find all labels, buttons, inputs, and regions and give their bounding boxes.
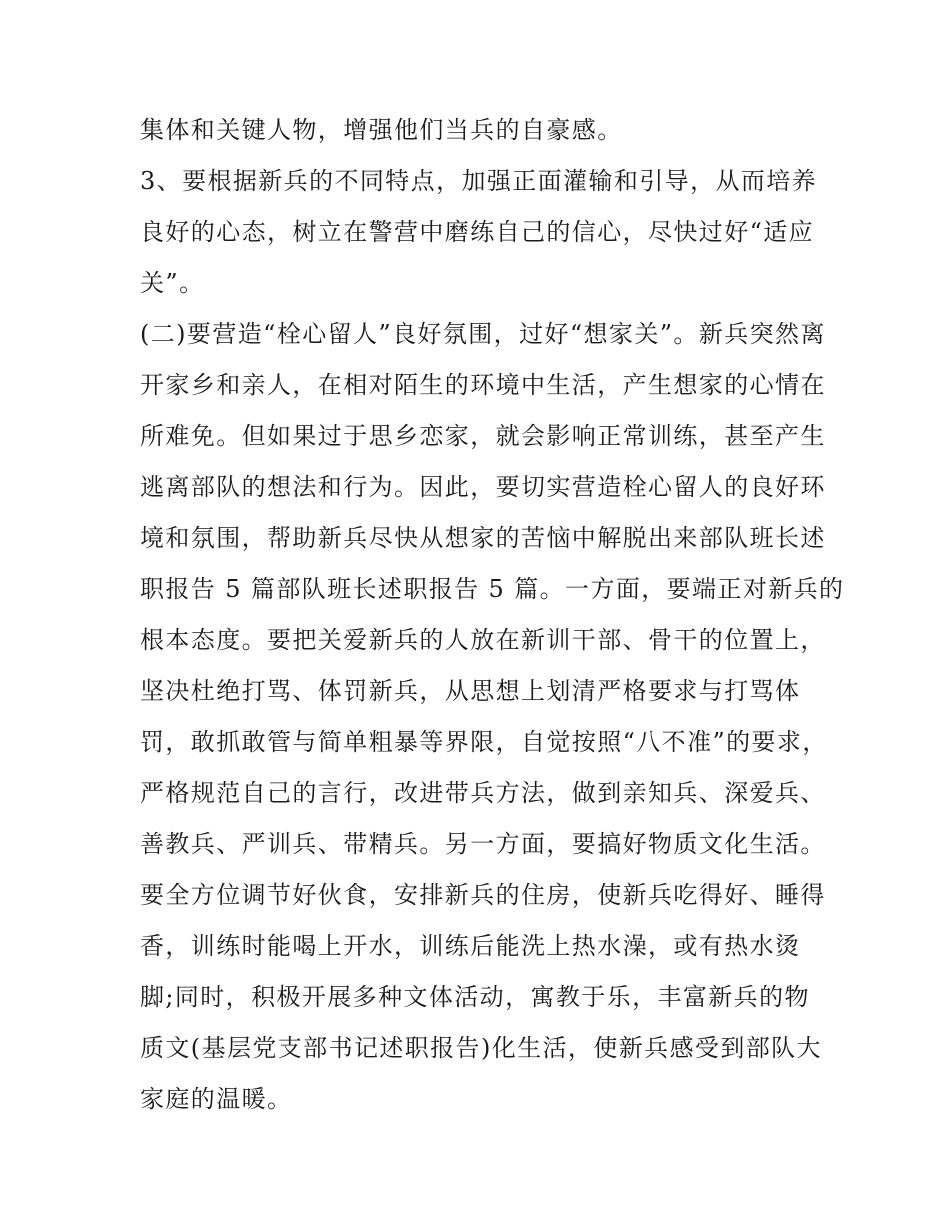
- text-line: 质文(基层党支部书记述职报告)化生活，使新兵感受到部队大: [140, 1034, 822, 1062]
- text-line: 所难免。但如果过于思乡恋家，就会影响正常训练，甚至产生: [140, 422, 826, 450]
- text-line: 良好的心态，树立在警营中磨练自己的信心，尽快过好“适应: [140, 218, 815, 246]
- text-line: 要全方位调节好伙食，安排新兵的住房，使新兵吃得好、睡得: [140, 881, 826, 909]
- text-line: 脚;同时，积极开展多种文体活动，寓教于乐，丰富新兵的物: [140, 983, 810, 1011]
- text-line: 职报告 5 篇部队班长述职报告 5 篇。一方面，要端正对新兵的: [140, 575, 845, 603]
- text-line: 集体和关键人物，增强他们当兵的自豪感。: [140, 116, 623, 144]
- text-line: 逃离部队的想法和行为。因此，要切实营造栓心留人的良好环: [140, 473, 826, 501]
- text-line: 罚，敢抓敢管与简单粗暴等界限，自觉按照“八不准”的要求，: [140, 728, 828, 756]
- text-line: 坚决杜绝打骂、体罚新兵，从思想上划清严格要求与打骂体: [140, 677, 801, 705]
- text-line: 严格规范自己的言行，改进带兵方法，做到亲知兵、深爱兵、: [140, 779, 826, 807]
- text-line: 境和氛围，帮助新兵尽快从想家的苦恼中解脱出来部队班长述: [140, 524, 826, 552]
- text-line: 香，训练时能喝上开水，训练后能洗上热水澡，或有热水烫: [140, 932, 801, 960]
- text-line: 关”。: [140, 269, 205, 297]
- text-line: (二)要营造“栓心留人”良好氛围，过好“想家关”。新兵突然离: [140, 320, 826, 348]
- text-line: 3、要根据新兵的不同特点，加强正面灌输和引导，从而培养: [140, 167, 818, 195]
- text-line: 开家乡和亲人，在相对陌生的环境中生活，产生想家的心情在: [140, 371, 826, 399]
- body-text: [140, 105, 845, 1125]
- text-line: 善教兵、严训兵、带精兵。另一方面，要搞好物质文化生活。: [140, 830, 826, 858]
- text-line: 根本态度。要把关爱新兵的人放在新训干部、骨干的位置上，: [140, 626, 826, 654]
- text-line: 家庭的温暖。: [140, 1085, 293, 1113]
